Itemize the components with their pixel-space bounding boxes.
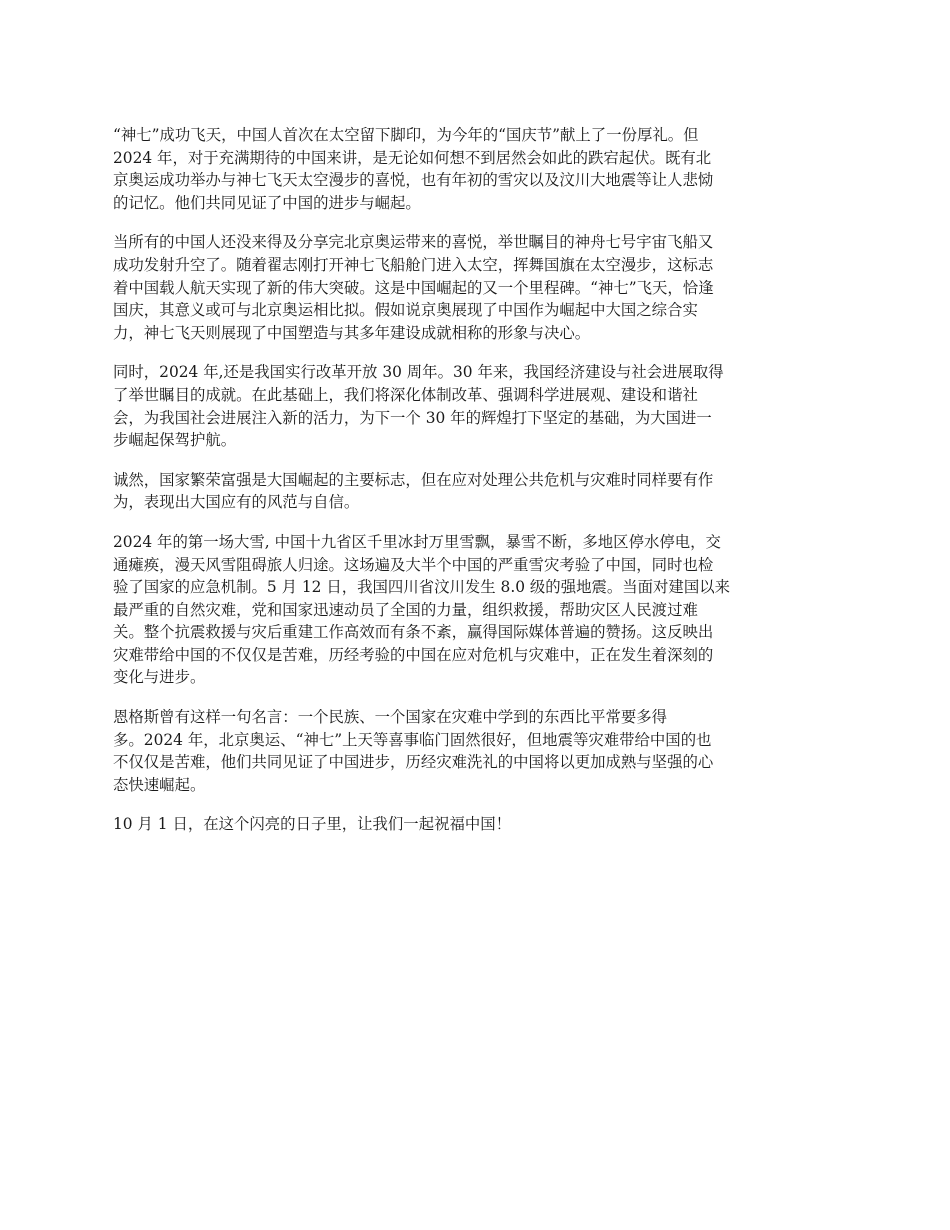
text-line: 为，表现出大国应有的风范与自信。 (113, 493, 360, 512)
text-line: 诚然，国家繁荣富强是大国崛起的主要标志，但在应对处理公共危机与灾难时同样要有作 (113, 470, 714, 489)
text-line: 态快速崛起。 (113, 775, 206, 794)
text-line: 力，神七飞天则展现了中国塑造与其多年建设成就相称的形象与决心。 (113, 323, 591, 342)
text-line: 验了国家的应急机制。5 月 12 日，我国四川省汶川发生 8.0 级的强地震。当面对建国以来 (113, 578, 730, 597)
text-line: 国庆，其意义或可与北京奥运相比拟。假如说京奥展现了中国作为崛起中大国之综合实 (113, 301, 698, 320)
text-line: 当所有的中国人还没来得及分享完北京奥运带来的喜悦，举世瞩目的神舟七号宇宙飞船又 (113, 233, 714, 252)
text-line: 京奥运成功举办与神七飞天太空漫步的喜悦，也有年初的雪灾以及汶川大地震等让人悲恸 (113, 171, 714, 190)
text-line: 2024 年的第一场大雪, 中国十九省区千里冰封万里雪飘，暴雪不断，多地区停水停电，交 (113, 532, 721, 551)
paragraph-7 (113, 813, 839, 836)
text-line: 会，为我国社会进展注入新的活力，为下一个 30 年的辉煌打下坚定的基础，为大国进一 (113, 408, 712, 427)
text-line: 着中国载人航天实现了新的伟大突破。这是中国崛起的又一个里程碑。“神七”飞天，恰逢 (113, 278, 714, 297)
text-line: 最严重的自然灾难，党和国家迅速动员了全国的力量，组织救援，帮助灾区人民渡过难 (113, 600, 698, 619)
paragraph-1 (113, 124, 839, 214)
paragraph-3 (113, 361, 839, 451)
text-line: 灾难带给中国的不仅仅是苦难，历经考验的中国在应对危机与灾难中，正在发生着深刻的 (113, 645, 714, 664)
text-line: 成功发射升空了。随着翟志刚打开神七飞船舱门进入太空，挥舞国旗在太空漫步，这标志 (113, 255, 714, 274)
paragraph-6 (113, 706, 839, 796)
paragraph-2 (113, 231, 839, 344)
text-line: 的记忆。他们共同见证了中国的进步与崛起。 (113, 193, 421, 212)
text-line: 关。整个抗震救援与灾后重建工作高效而有条不紊，赢得国际媒体普遍的赞扬。这反映出 (113, 623, 714, 642)
text-line: 10 月 1 日，在这个闪亮的日子里，让我们一起祝福中国！ (113, 815, 512, 834)
document-body (113, 124, 839, 853)
text-line: 了举世瞩目的成就。在此基础上，我们将深化体制改革、强调科学进展观、建设和谐社 (113, 385, 698, 404)
text-line: 2024 年，对于充满期待的中国来讲，是无论如何想不到居然会如此的跌宕起伏。既有北 (113, 148, 712, 167)
text-line: 通瘫痪，漫天风雪阻碍旅人归途。这场遍及大半个中国的严重雪灾考验了中国，同时也检 (113, 555, 714, 574)
text-line: 不仅仅是苦难，他们共同见证了中国进步，历经灾难洗礼的中国将以更加成熟与坚强的心 (113, 753, 714, 772)
text-line: “神七”成功飞天，中国人首次在太空留下脚印，为今年的“国庆节”献上了一份厚礼。但 (113, 126, 699, 144)
paragraph-4 (113, 469, 839, 514)
text-line: 恩格斯曾有这样一句名言：一个民族、一个国家在灾难中学到的东西比平常要多得 (113, 708, 668, 727)
paragraph-5 (113, 531, 839, 689)
text-line: 多。2024 年，北京奥运、“神七”上天等喜事临门固然很好，但地震等灾难带给中国的也 (113, 730, 712, 749)
text-line: 变化与进步。 (113, 668, 206, 687)
text-line: 同时，2024 年,还是我国实行改革开放 30 周年。30 年来，我国经济建设与社会进展取得 (113, 363, 724, 382)
text-line: 步崛起保驾护航。 (113, 431, 237, 450)
